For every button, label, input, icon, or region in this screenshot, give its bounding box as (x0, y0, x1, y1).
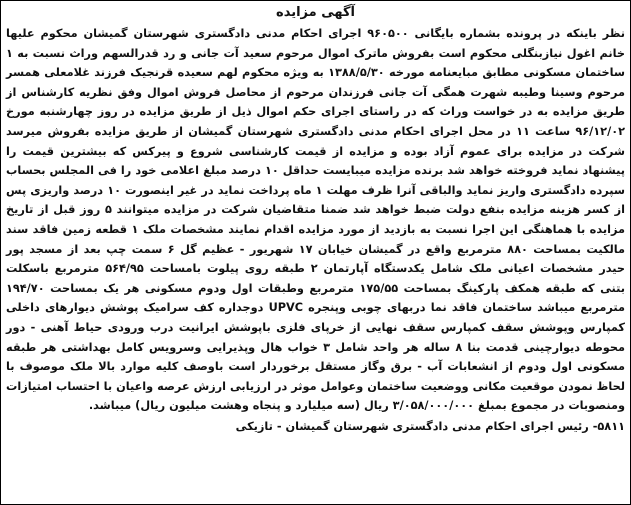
notice-signature: ۵۸۱۱- رئیس اجرای احکام مدنی دادگستری شهرستان گمیشان - تازیکی (235, 419, 625, 433)
notice-title: آگهی مزایده (276, 5, 355, 20)
notice-body: نظر باینکه در پرونده بشماره بایگانی ۹۶۰۵۰۰ اجرای احکام مدنی دادگستری شهرستان گمیشان محکوم علیها خانم اغول نیازبنگلی محکوم است بفروش ماترک اموال مرحوم سعید آت جانی و رد قدرالسهم وراث نسبت به ۱ ساختمان مسکونی مطابق مبایعنامه مورخه ۱۳۸۸/۵/۳۰ به ویژه محکوم لهم سعیده قرنجیک فرزند غلامعلی همسر مرحوم وسینا وطیبه شهرت همگی آت جانی فرزندان مرحوم از محاصل فروش اموال وفق نظریه کارشناس از طریق مزایده به در خواست وراث که در راستای اجرای حکم اموال ذیل از طریق مزایده در روز چهارشنبه مورخ ۹۶/۱۲/۰۲ ساعت ۱۱ در محل اجرای احکام مدنی دادگستری شهرستان گمیشان از طریق مزایده بفروش میرسد شرکت در مزایده برای عموم آزاد بوده و مزایده از قیمت کارشناسی شروع و پیرکس که بیشترین قیمت را پیشنهاد نماید فروخته خواهد شد برنده مزایده میبایست حداقل ۱۰ درصد مبلغ اعلامی خود را فی المجلس بحساب سپرده دادگستری واریز نماید والباقی آنرا ظرف مهلت ۱ ماه پرداخت نماید در غیر اینصورت ۱۰ درصد واریزی پس از کسر هزینه مزایده بنفع دولت ضبط خواهد شد ضمنا متقاضیان شرکت در مزایده میتوانند ۵ روز قبل از تاریخ مزایده با هماهنگی این اجرا نسبت به بازدید از مورد مزایده اقدام نمایند مشخصات ملک ۱ قطعه زمین فاقد سند مالکیت بمساحت ۸۸۰ مترمربع واقع در گمیشان خیابان ۱۷ شهریور - عظیم گل ۶ سمت چپ بعد از مسجد پور حیدر مشخصات اعیانی ملک شامل یکدستگاه آپارتمان ۲ طبقه روی پیلوت بامساحت ۵۶۴/۹۵ مترمربع باسکلت بتنی که طبقه همکف پارکینگ بمساحت ۱۷۵/۵۵ مترمربع وطبقات اول ودوم مسکونی هر یک بمساحت ۱۹۴/۷۰ مترمربع میباشد ساختمان فاقد نما دربهای چوبی وپنجره UPVC دوجداره کف سرامیک پوشش دیوارهای داخلی کمپارس وپوشش سقف کمپارس سقف نهایی از خرپای فلزی باپوشش ایرانیت درب ورودی حیاط آهنی - دور محوطه دیوارچینی قدمت بنا ۸ ساله هر واحد شامل ۳ خواب هال وپذیرایی وسرویس کامل بهداشتی هر طبقه مسکونی اول ودوم از انشعابات آب - برق وگاز مستقل برخوردار است باوصف کلیه موارد بالا ملک موصوف با لحاظ نمودن موقعیت مکانی ووضعیت ساختمان وعوامل موثر در ارزیابی ارزش عرصه واعیان با احتساب امتیازات ومنصوبات در مجموع بمبلغ ۳/۰۵۸/۰۰۰/۰۰۰ ریال (سه میلیارد و پنجاه وهشت میلیون ریال) میباشد. (6, 27, 626, 413)
